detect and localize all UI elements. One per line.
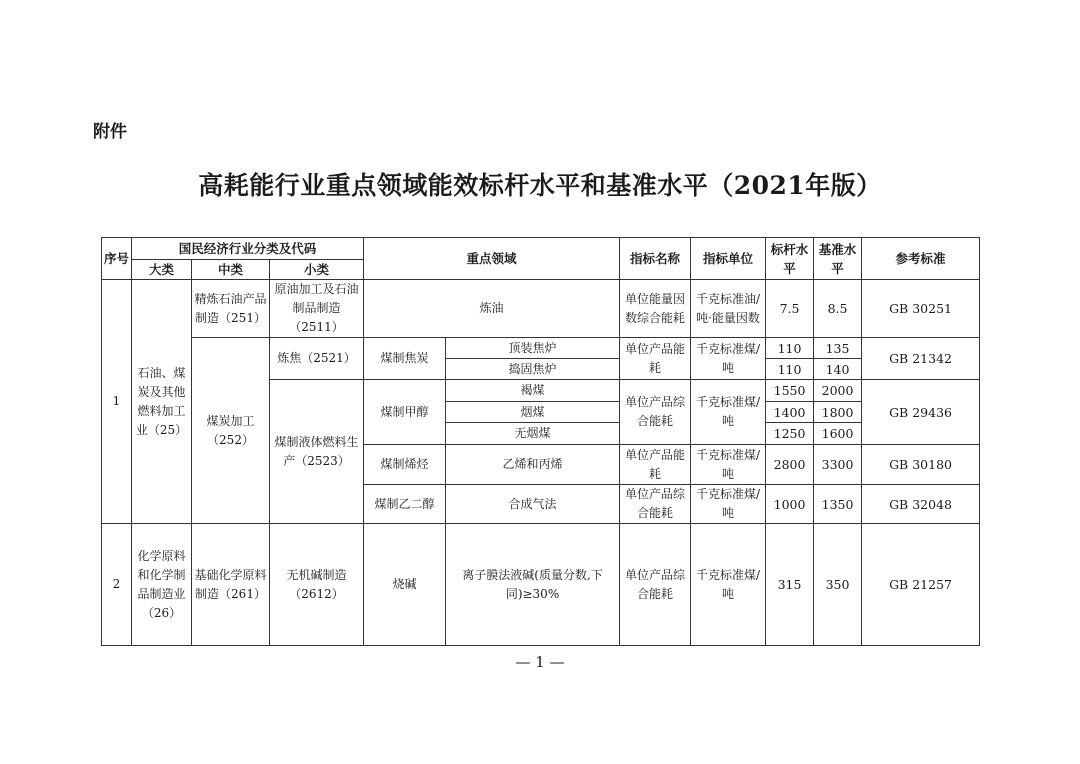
attachment-label: 附件 <box>93 122 127 142</box>
reference-cell: GB 29436 <box>862 380 980 445</box>
sub-area-cell: 烟煤 <box>446 402 620 423</box>
benchmark-cell: 2800 <box>766 445 814 485</box>
benchmark-cell: 315 <box>766 524 814 646</box>
header-indicator-unit: 指标单位 <box>691 238 766 280</box>
header-indicator-name: 指标名称 <box>620 238 691 280</box>
header-medium: 中类 <box>192 260 270 280</box>
key-area-cell: 烧碱 <box>364 524 446 646</box>
baseline-cell: 8.5 <box>814 280 862 338</box>
sub-area-cell: 捣固焦炉 <box>446 359 620 380</box>
header-reference: 参考标准 <box>862 238 980 280</box>
baseline-cell: 2000 <box>814 380 862 402</box>
sub-area-cell: 褐煤 <box>446 380 620 402</box>
indicator-name-cell: 单位产品综合能耗 <box>620 485 691 524</box>
sub-area-cell: 离子膜法液碱(质量分数,下同)≥30% <box>446 524 620 646</box>
minor-category-cell: 原油加工及石油制品制造（2511） <box>270 280 364 338</box>
document-title: 高耗能行业重点领域能效标杆水平和基准水平（2021年版） <box>198 171 882 200</box>
key-area-cell: 炼油 <box>364 280 620 338</box>
benchmark-cell: 1000 <box>766 485 814 524</box>
reference-cell: GB 30251 <box>862 280 980 338</box>
baseline-cell: 350 <box>814 524 862 646</box>
benchmark-cell: 1250 <box>766 423 814 445</box>
indicator-unit-cell: 千克标准油/吨·能量因数 <box>691 280 766 338</box>
sub-area-cell: 乙烯和丙烯 <box>446 445 620 485</box>
indicator-unit-cell: 千克标准煤/吨 <box>691 380 766 445</box>
benchmark-cell: 1400 <box>766 402 814 423</box>
medium-category-cell: 精炼石油产品制造（251） <box>192 280 270 338</box>
indicator-name-cell: 单位产品能耗 <box>620 445 691 485</box>
benchmark-cell: 110 <box>766 359 814 380</box>
minor-category-cell: 炼焦（2521） <box>270 338 364 380</box>
benchmark-cell: 110 <box>766 338 814 359</box>
baseline-cell: 1600 <box>814 423 862 445</box>
indicator-name-cell: 单位产品能耗 <box>620 338 691 380</box>
header-benchmark: 标杆水平 <box>766 238 814 280</box>
reference-cell: GB 21342 <box>862 338 980 380</box>
indicator-unit-cell: 千克标准煤/吨 <box>691 445 766 485</box>
medium-category-cell: 基础化学原料制造（261） <box>192 524 270 646</box>
baseline-cell: 135 <box>814 338 862 359</box>
benchmark-table <box>101 237 980 646</box>
indicator-name-cell: 单位能量因数综合能耗 <box>620 280 691 338</box>
header-minor: 小类 <box>270 260 364 280</box>
sub-area-cell: 合成气法 <box>446 485 620 524</box>
baseline-cell: 1800 <box>814 402 862 423</box>
seq-cell: 1 <box>102 280 132 524</box>
header-seq: 序号 <box>102 238 132 280</box>
key-area-cell: 煤制甲醇 <box>364 380 446 445</box>
table-row <box>102 524 980 646</box>
sub-area-cell: 顶装焦炉 <box>446 338 620 359</box>
key-area-cell: 煤制烯烃 <box>364 445 446 485</box>
header-major: 大类 <box>132 260 192 280</box>
header-baseline: 基准水平 <box>814 238 862 280</box>
reference-cell: GB 30180 <box>862 445 980 485</box>
key-area-cell: 煤制焦炭 <box>364 338 446 380</box>
benchmark-cell: 7.5 <box>766 280 814 338</box>
indicator-unit-cell: 千克标准煤/吨 <box>691 524 766 646</box>
page-number: — 1 — <box>515 653 565 671</box>
table-row <box>102 338 980 359</box>
indicator-unit-cell: 千克标准煤/吨 <box>691 338 766 380</box>
header-national-classification: 国民经济行业分类及代码 <box>132 238 364 260</box>
medium-category-cell: 煤炭加工（252） <box>192 338 270 524</box>
reference-cell: GB 32048 <box>862 485 980 524</box>
baseline-cell: 3300 <box>814 445 862 485</box>
table-row <box>102 280 980 338</box>
key-area-cell: 煤制乙二醇 <box>364 485 446 524</box>
indicator-name-cell: 单位产品综合能耗 <box>620 524 691 646</box>
header-row-1 <box>102 238 980 260</box>
indicator-unit-cell: 千克标准煤/吨 <box>691 485 766 524</box>
baseline-cell: 140 <box>814 359 862 380</box>
baseline-cell: 1350 <box>814 485 862 524</box>
minor-category-cell: 无机碱制造（2612） <box>270 524 364 646</box>
benchmark-cell: 1550 <box>766 380 814 402</box>
minor-category-cell: 煤制液体燃料生产（2523） <box>270 380 364 524</box>
reference-cell: GB 21257 <box>862 524 980 646</box>
sub-area-cell: 无烟煤 <box>446 423 620 445</box>
seq-cell: 2 <box>102 524 132 646</box>
indicator-name-cell: 单位产品综合能耗 <box>620 380 691 445</box>
major-category-cell: 化学原料和化学制品制造业（26） <box>132 524 192 646</box>
header-key-area: 重点领域 <box>364 238 620 280</box>
major-category-cell: 石油、煤炭及其他燃料加工业（25） <box>132 280 192 524</box>
